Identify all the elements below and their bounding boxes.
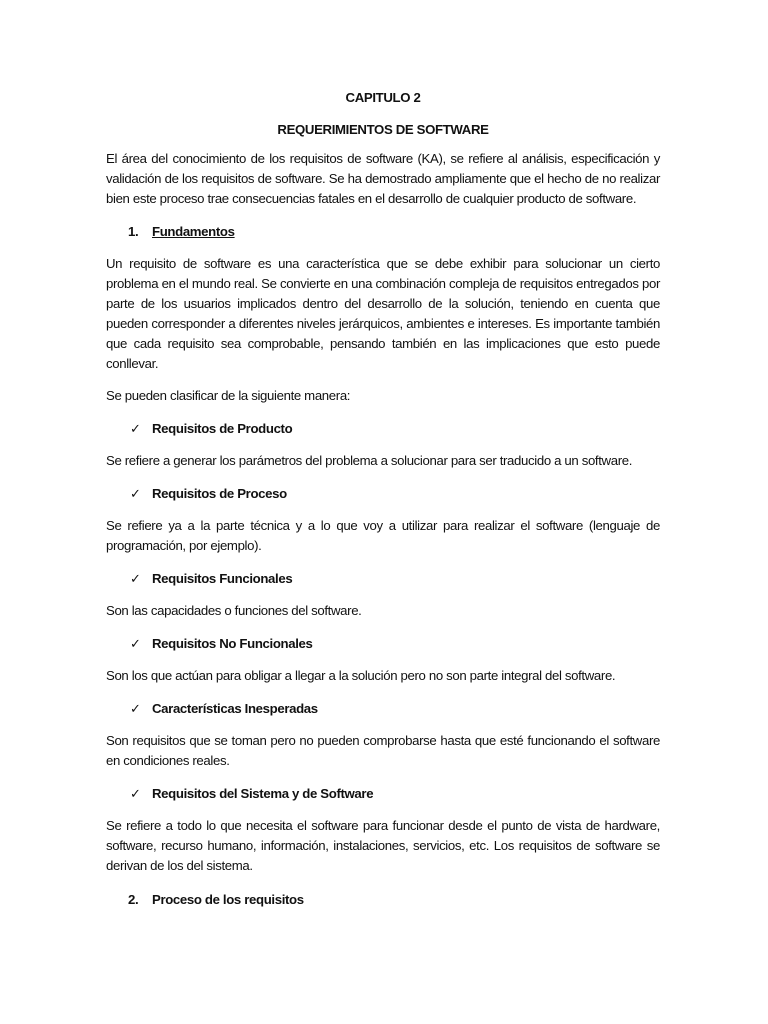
item-text-inesperadas: Son requisitos que se toman pero no pueden comprobarse hasta que esté funcionando el software en condiciones reales. bbox=[106, 733, 660, 768]
item-heading-funcionales bbox=[130, 569, 660, 589]
section-number: 2. bbox=[128, 892, 139, 907]
item-heading-inesperadas bbox=[130, 699, 660, 719]
classification-intro: Se pueden clasificar de la siguiente manera: bbox=[106, 388, 351, 403]
section-title: Proceso de los requisitos bbox=[152, 892, 304, 907]
item-heading-proceso bbox=[130, 484, 660, 504]
item-heading-label: Requisitos de Proceso bbox=[152, 486, 287, 501]
item-heading-sistema bbox=[130, 784, 660, 804]
checkmark-icon: ✓ bbox=[130, 421, 141, 436]
document-title: REQUERIMIENTOS DE SOFTWARE bbox=[277, 122, 489, 137]
section-number: 1. bbox=[128, 224, 139, 239]
chapter-label: CAPITULO 2 bbox=[345, 90, 421, 105]
section-heading-proceso bbox=[128, 890, 660, 910]
checkmark-icon: ✓ bbox=[130, 486, 141, 501]
fundamentos-paragraph: Un requisito de software es una característica que se debe exhibir para solucionar un cierto problema en el mundo real. Se convierte en una combinación compleja de requisitos entregados por parte de los usuarios implicados dentro del desarrollo de la solución, teniendo en cuenta que pueden corresponder a diferentes niveles jerárquicos, ambientes e intereses. Es importante también que cada requisito sea comprobable, pensando también en las implicaciones que esto puede conllevar. bbox=[106, 256, 660, 371]
checkmark-icon: ✓ bbox=[130, 701, 141, 716]
item-heading-no-funcionales bbox=[130, 634, 660, 654]
item-text-funcionales: Son las capacidades o funciones del software. bbox=[106, 603, 362, 618]
item-text-producto: Se refiere a generar los parámetros del problema a solucionar para ser traducido a un software. bbox=[106, 453, 633, 468]
item-heading-label: Requisitos del Sistema y de Software bbox=[152, 786, 374, 801]
intro-paragraph: El área del conocimiento de los requisitos de software (KA), se refiere al análisis, especificación y validación de los requisitos de software. Se ha demostrado ampliamente que el hecho de no realizar bien este proceso trae consecuencias fatales en el desarrollo de cualquier producto de software. bbox=[106, 151, 660, 206]
section-heading-fundamentos bbox=[128, 222, 660, 242]
checkmark-icon: ✓ bbox=[130, 786, 141, 801]
item-text-sistema: Se refiere a todo lo que necesita el software para funcionar desde el punto de vista de hardware, software, recurso humano, información, instalaciones, servicios, etc. Los requisitos de software se derivan de los del sistema. bbox=[106, 818, 660, 873]
item-heading-label: Requisitos No Funcionales bbox=[152, 636, 313, 651]
item-text-proceso: Se refiere ya a la parte técnica y a lo que voy a utilizar para realizar el software (lenguaje de programación, por ejemplo). bbox=[106, 518, 660, 553]
document-page bbox=[106, 88, 660, 922]
checkmark-icon: ✓ bbox=[130, 636, 141, 651]
item-heading-label: Requisitos de Producto bbox=[152, 421, 293, 436]
checkmark-icon: ✓ bbox=[130, 571, 141, 586]
item-text-no-funcionales: Son los que actúan para obligar a llegar a la solución pero no son parte integral del software. bbox=[106, 668, 616, 683]
item-heading-producto bbox=[130, 419, 660, 439]
section-title: Fundamentos bbox=[152, 224, 235, 239]
item-heading-label: Características Inesperadas bbox=[152, 701, 318, 716]
item-heading-label: Requisitos Funcionales bbox=[152, 571, 293, 586]
